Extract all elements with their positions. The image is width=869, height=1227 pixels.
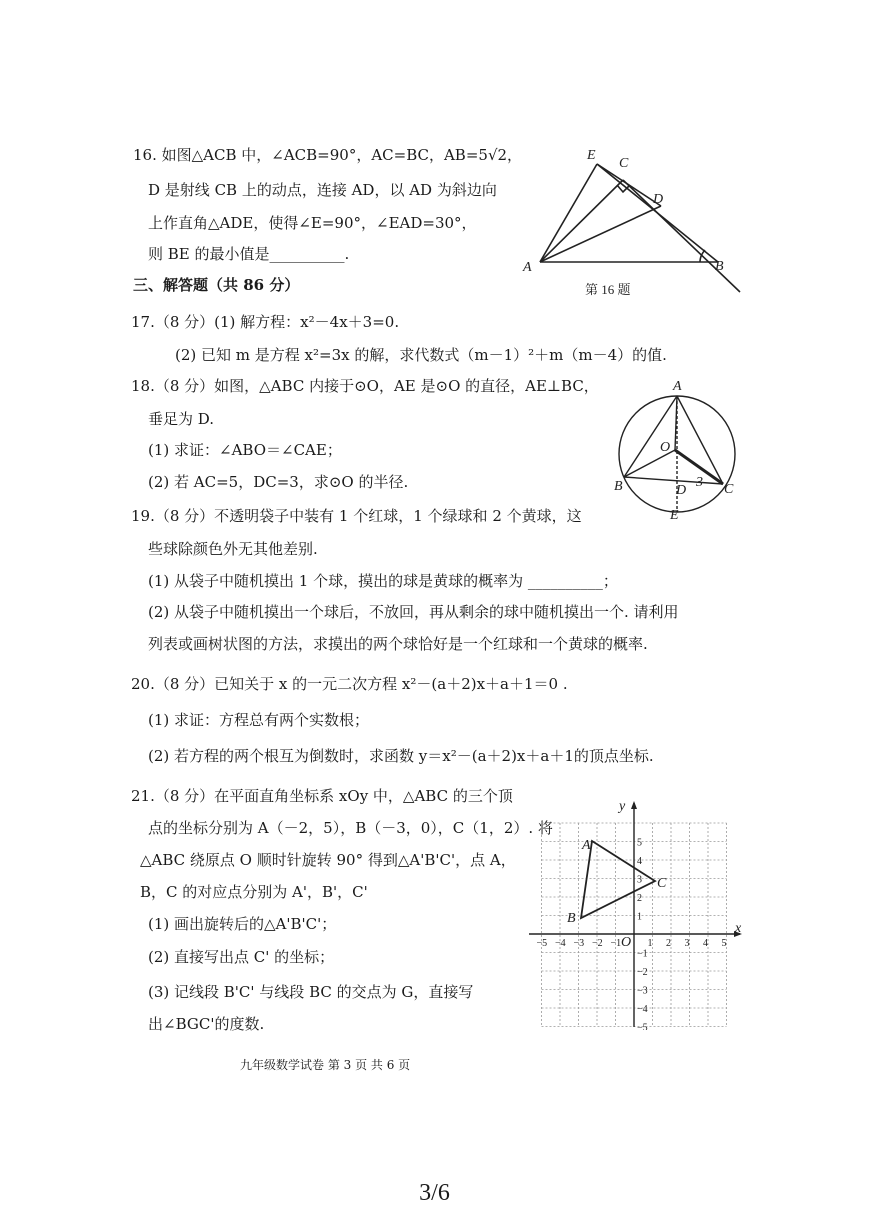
q18-label-o: O <box>660 440 671 455</box>
q16-label-e: E <box>587 148 596 163</box>
q19-line: 些球除颜色外无其他差别. <box>148 540 318 558</box>
x-tick-label: 5 <box>721 938 727 949</box>
x-tick-label: 4 <box>703 938 708 949</box>
q18-line: 垂足为 D. <box>148 410 215 428</box>
x-tick-label: −1 <box>610 938 622 949</box>
q16-label-d: D <box>653 192 664 207</box>
q18-label-3: 3 <box>696 475 703 490</box>
q19-line: (2) 从袋子中随机摸出一个球后，不放回，再从剩余的球中随机摸出一个. 请利用 <box>148 603 679 621</box>
y-tick-label: −1 <box>637 948 648 960</box>
q16-label-b: B <box>715 259 724 274</box>
q18-line: 18.（8 分）如图，△ABC 内接于⊙O，AE 是⊙O 的直径，AE⊥BC， <box>131 377 599 395</box>
q20-line: (2) 若方程的两个根互为倒数时，求函数 y＝x²－(a＋2)x＋a＋1的顶点坐标. <box>148 747 654 765</box>
page-footer: 九年级数学试卷 第 3 页 共 6 页 <box>240 1058 411 1072</box>
q18-label-b: B <box>614 479 623 494</box>
q21-line: (2) 直接写出点 C' 的坐标； <box>148 948 335 966</box>
q21-line: (3) 记线段 B'C' 与线段 BC 的交点为 G，直接写 <box>148 983 474 1001</box>
q17-part2: (2) 已知 m 是方程 x²=3x 的解，求代数式（m－1）²＋m（m－4）的值. <box>175 346 667 364</box>
q21-line: 出∠BGC'的度数. <box>148 1015 265 1033</box>
q16-label-c: C <box>619 156 629 171</box>
q16-caption: 第 16 题 <box>585 282 631 297</box>
q18-line: (2) 若 AC=5，DC=3，求⊙O 的半径. <box>148 473 409 491</box>
x-tick-label: 1 <box>647 938 653 949</box>
page-number: 3/6 <box>419 1180 450 1206</box>
q21-label-a: A <box>582 838 591 853</box>
q18-label-d: D <box>676 483 687 498</box>
y-tick-label: 4 <box>637 856 642 867</box>
q16-line: 上作直角△ADE，使得∠E=90°，∠EAD=30°， <box>148 214 477 232</box>
q16-line: 则 BE 的最小值是__________. <box>148 245 350 263</box>
q21-line: 点的坐标分别为 A（－2，5），B（－3，0），C（1，2）. 将 <box>148 819 553 837</box>
q16-label-a: A <box>523 260 532 275</box>
x-tick-label: −3 <box>573 938 585 949</box>
q20-line: (1) 求证：方程总有两个实数根； <box>148 711 370 729</box>
q21-coordinate-grid <box>525 795 750 1030</box>
q18-label-a: A <box>673 379 682 394</box>
q18-label-e: E <box>670 508 679 522</box>
q20-line: 20.（8 分）已知关于 x 的一元二次方程 x²－(a＋2)x＋a＋1＝0 . <box>131 675 568 693</box>
q18-label-c: C <box>724 482 734 497</box>
q21-axis-y: y <box>619 799 626 814</box>
q16-line: D 是射线 CB 上的动点，连接 AD，以 AD 为斜边向 <box>148 181 497 199</box>
q18-line: (1) 求证：∠ABO＝∠CAE； <box>148 441 342 459</box>
q21-line: B，C 的对应点分别为 A'，B'，C' <box>140 883 368 901</box>
x-tick-label: −2 <box>592 938 603 949</box>
y-tick-label: 1 <box>637 911 642 923</box>
y-tick-label: −5 <box>637 1022 648 1030</box>
q21-line: 21.（8 分）在平面直角坐标系 xOy 中，△ABC 的三个顶 <box>131 787 513 805</box>
y-tick-label: 3 <box>637 874 642 886</box>
q16-figure <box>515 142 745 302</box>
y-tick-label: −2 <box>637 967 648 978</box>
y-tick-label: −3 <box>637 985 648 997</box>
q18-figure <box>610 372 745 522</box>
y-tick-label: −4 <box>637 1004 648 1015</box>
q19-line: (1) 从袋子中随机摸出 1 个球，摸出的球是黄球的概率为 __________； <box>148 572 618 590</box>
y-tick-label: 5 <box>637 837 642 849</box>
x-tick-label: 3 <box>684 938 690 949</box>
q21-line: △ABC 绕原点 O 顺时针旋转 90° 得到△A'B'C'，点 A， <box>140 851 516 869</box>
q19-line: 19.（8 分）不透明袋子中装有 1 个红球，1 个绿球和 2 个黄球，这 <box>131 507 582 525</box>
q16-line: 16. 如图△ACB 中，∠ACB=90°，AC=BC，AB=5√2， <box>133 146 523 164</box>
q21-label-b: B <box>567 911 576 926</box>
q19-line: 列表或画树状图的方法，求摸出的两个球恰好是一个红球和一个黄球的概率. <box>148 635 648 653</box>
x-tick-label: −5 <box>536 938 548 949</box>
x-tick-label: 2 <box>666 938 671 949</box>
x-tick-label: −4 <box>555 938 566 949</box>
q21-label-c: C <box>657 876 667 891</box>
q21-axis-x: x <box>735 921 742 936</box>
q17-part1: 17.（8 分）(1) 解方程：x²－4x＋3=0. <box>131 313 400 331</box>
q21-origin: O <box>621 935 632 950</box>
y-tick-label: 2 <box>637 893 642 904</box>
section-header: 三、解答题（共 86 分） <box>133 276 300 294</box>
q21-line: (1) 画出旋转后的△A'B'C'； <box>148 915 337 933</box>
